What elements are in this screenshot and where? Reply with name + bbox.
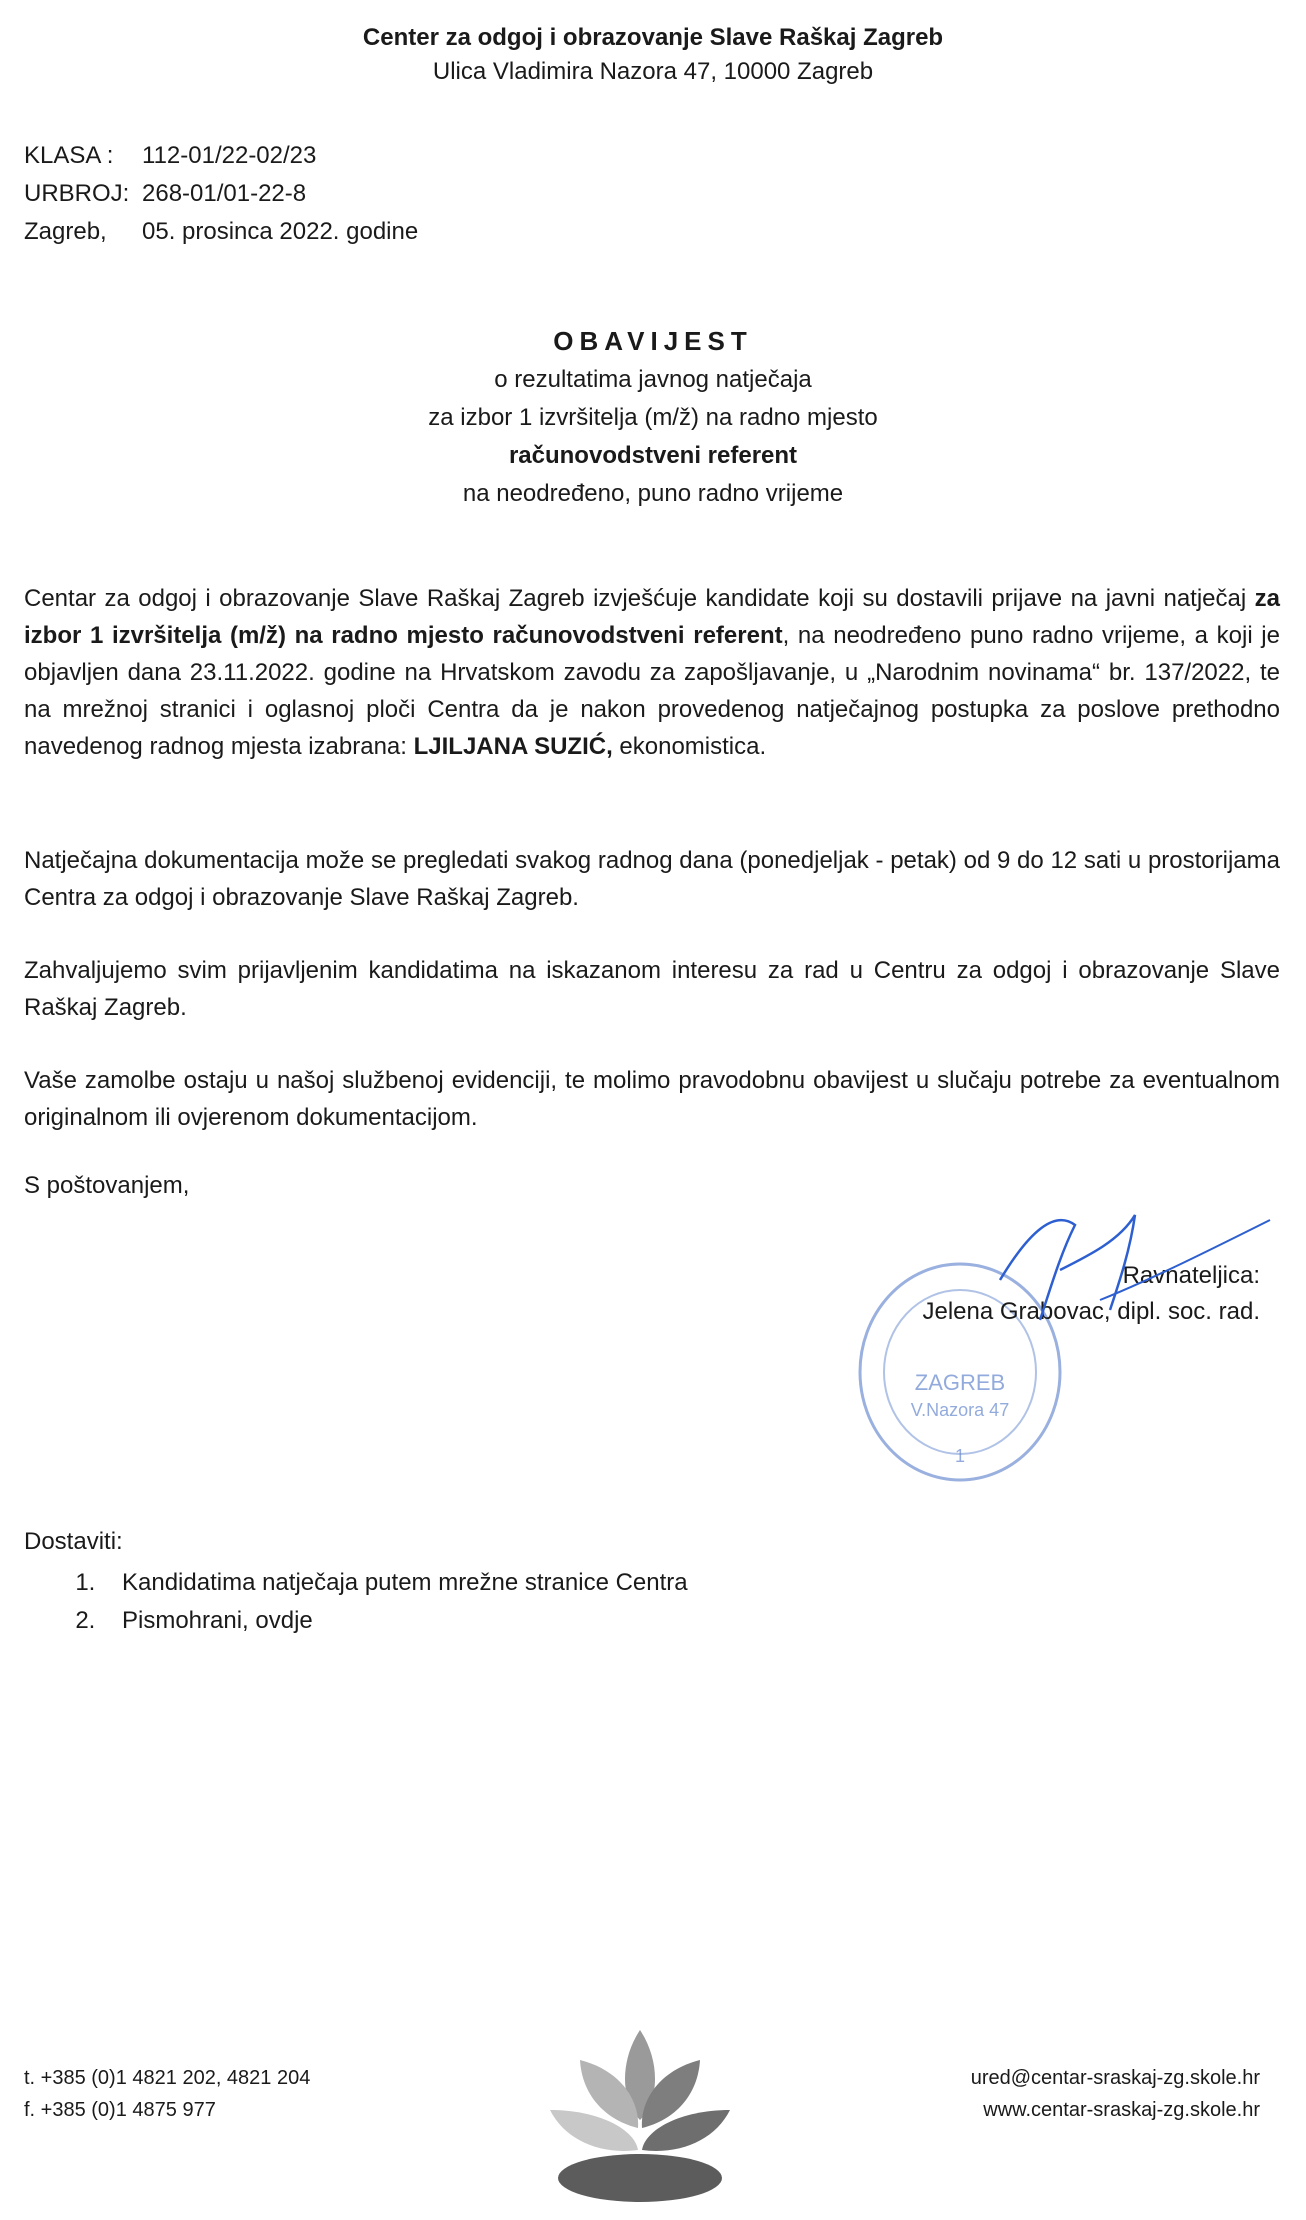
paragraph-applications: Vaše zamolbe ostaju u našoj službenoj evidenciji, te molimo pravodobnu obavijest u slučaju potrebe za eventualnom originalnom ili ovjerenom dokumentacijom. [24, 1067, 1280, 1131]
date-value: 05. prosinca 2022. godine [142, 218, 419, 245]
urbroj-line [24, 180, 306, 208]
urbroj-value: 268-01/01-22-8 [142, 180, 307, 207]
list-item: 2. Pismohrani, ovdje [102, 1602, 688, 1640]
footer-contact-right [971, 2062, 1260, 2126]
klasa-line [24, 142, 316, 170]
signature-role: Ravnateljica: [1122, 1262, 1260, 1289]
paragraph-documentation: Natječajna dokumentacija može se pregledati svakog radnog dana (ponedjeljak - petak) od 9 do 12 sati u prostorijama Centra za odgoj i obrazovanje Slave Raškaj Zagreb. [24, 847, 1280, 911]
stamp-street: V.Nazora 47 [910, 1400, 1010, 1420]
logo-base-leaf [558, 2154, 722, 2202]
paragraph-thanks: Zahvaljujemo svim prijavljenim kandidatima na iskazanom interesu za rad u Centru za odgoj i obrazovanje Slave Raškaj Zagreb. [24, 957, 1280, 1021]
footer-phone: t. +385 (0)1 4821 202, 4821 204 [24, 2067, 311, 2089]
list-item: 1. Kandidatima natječaja putem mrežne stranice Centra [102, 1564, 688, 1602]
notice-position: računovodstveni referent [508, 442, 798, 469]
institution-address: Ulica Vladimira Nazora 47, 10000 Zagreb [432, 58, 874, 85]
footer-contact-left [24, 2062, 310, 2126]
place-label: Zagreb, [24, 218, 107, 245]
signature-name: Jelena Grabovac, dipl. soc. rad. [922, 1298, 1260, 1325]
p1-position-bold: za izbor 1 izvršitelja (m/ž) na radno mjesto računovodstveni referent [24, 585, 1280, 649]
footer-email: ured@centar-sraskaj-zg.skole.hr [970, 2067, 1260, 2089]
p1-text-c: , na neodređeno puno radno vrijeme, a koji je objavljen dana 23.11.2022. godine na Hrvatskom zavodu za zapošljavanje, u „Narodnim novinama“ br. 137/2022, te na mrežnoj stranici i oglasnoj ploči Centra da je nakon provedenog natječajnog postupka za poslove prethodno navedenog radnog mjesta izabrana: [24, 622, 1280, 760]
notice-subtitle-1: o rezultatima javnog natječaja [494, 366, 812, 393]
footer-fax: f. +385 (0)1 4875 977 [24, 2099, 216, 2121]
p1-text-e: ekonomistica. [612, 733, 767, 760]
p1-text-a: Centar za odgoj i obrazovanje Slave Raškaj Zagreb izvješćuje kandidate koji su dostavili prijave na javni natječaj [24, 585, 1255, 612]
paragraph-announcement [24, 580, 1280, 765]
stamp-city: ZAGREB [914, 1370, 1006, 1395]
date-line [24, 218, 418, 246]
closing-greeting: S poštovanjem, [24, 1172, 190, 1199]
distribution-list [24, 1564, 688, 1640]
signature-stroke-2 [1060, 1215, 1135, 1310]
footer-website: www.centar-sraskaj-zg.skole.hr [983, 2099, 1260, 2121]
notice-subtitle-4: na neodređeno, puno radno vrijeme [462, 480, 844, 507]
handwritten-signature [960, 1200, 1280, 1350]
urbroj-label: URBROJ: [24, 180, 130, 207]
stamp-number: 1 [954, 1446, 966, 1466]
klasa-value: 112-01/22-02/23 [142, 142, 317, 169]
p1-selected-candidate: LJILJANA SUZIĆ, [413, 733, 613, 760]
institution-name: Center za odgoj i obrazovanje Slave Raškaj Zagreb [362, 24, 944, 51]
signature-stroke-1 [1000, 1220, 1075, 1320]
notice-subtitle-2: za izbor 1 izvršitelja (m/ž) na radno mjesto [428, 404, 878, 431]
klasa-label: KLASA : [24, 142, 114, 169]
notice-heading: OBAVIJEST [553, 326, 753, 356]
distribution-label: Dostaviti: [24, 1528, 123, 1555]
lotus-logo [540, 2010, 740, 2210]
